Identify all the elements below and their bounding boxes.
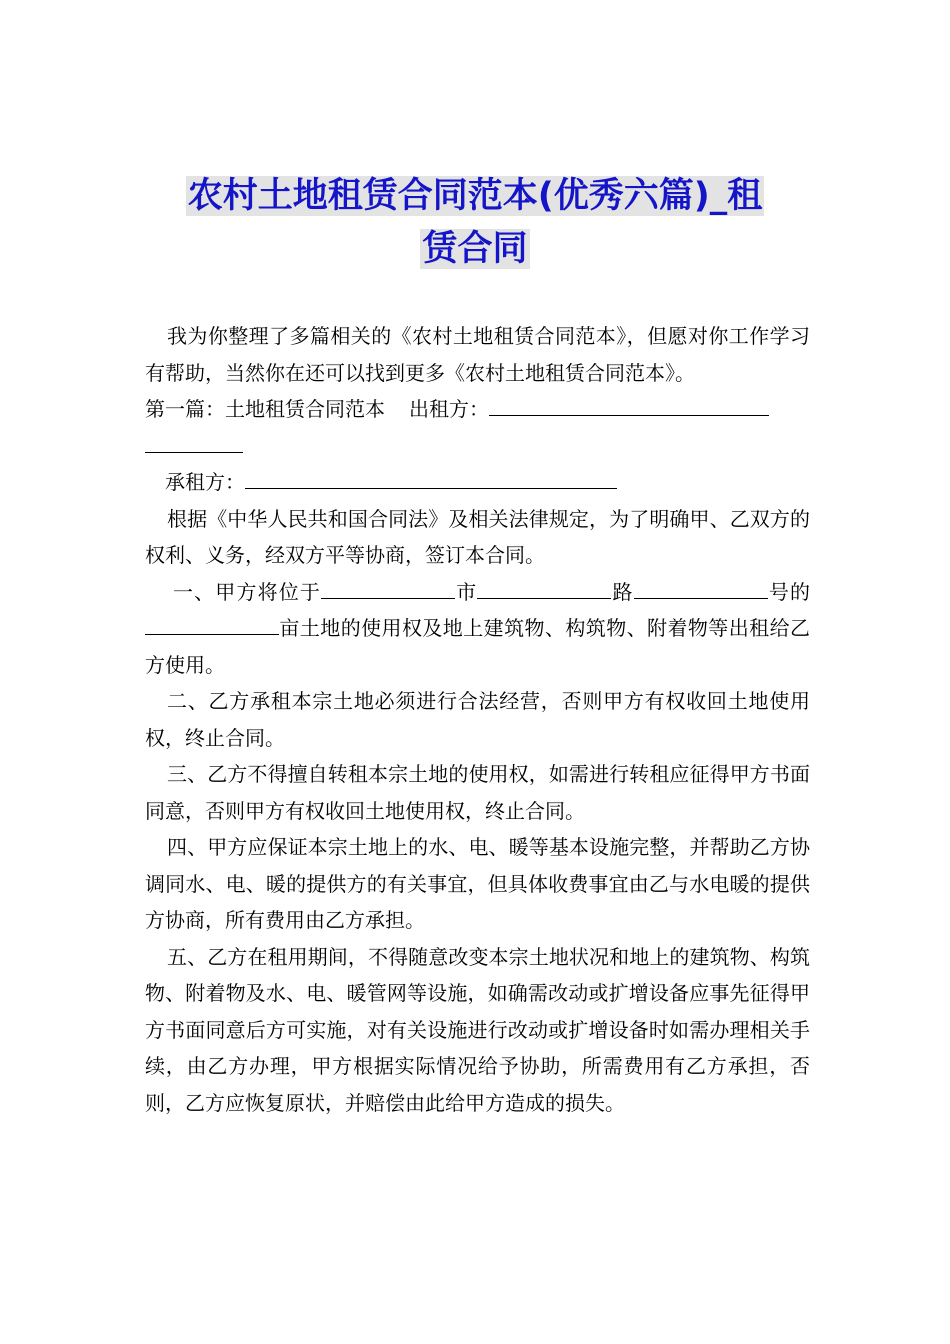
lessor-blank-continued [145,430,243,453]
lessor-label: 出租方： [409,397,489,421]
clause-5-paragraph: 五、乙方在租用期间，不得随意改变本宗土地状况和地上的建筑物、构筑物、附着物及水、电、暖管网等设施，如确需改动或扩增设备应事先征得甲方书面同意后方可实施，对有关设施进行改动或扩增设备时如需办理相关手续，由乙方办理，甲方根据实际情况给予协助，所需费用有乙方承担，否则，乙方应恢复原状，并赔偿由此给甲方造成的损失。 [145,944,810,1115]
lessee-line [145,464,810,501]
clause-1-city: 市 [455,579,478,604]
title-line-1: 农村土地租赁合同范本(优秀六篇)_租 [187,176,763,216]
section-heading-line [145,391,810,428]
document-body [145,318,810,1121]
city-blank [321,576,455,599]
lessee-label: 承租方： [165,470,245,494]
lessor-blank-continued-line [145,428,810,465]
document-title [150,170,800,276]
lessee-blank [245,466,617,489]
clause-3-paragraph: 三、乙方不得擅自转租本宗土地的使用权，如需进行转租应征得甲方书面同意，否则甲方有权收回土地使用权，终止合同。 [145,762,810,823]
section-heading: 第一篇：土地租赁合同范本 [145,397,385,421]
clause-1-paragraph [145,574,810,684]
number-blank [634,576,768,599]
clause-2-paragraph: 二、乙方承租本宗土地必须进行合法经营，否则甲方有权收回土地使用权，终止合同。 [145,689,810,750]
lessor-blank [489,393,769,416]
clause-1-number: 号 [767,579,791,604]
clause-1-part-b: 亩土地的使用权及地上建筑物、构筑物、附着物等出租给乙方使用。 [145,616,810,677]
clause-1-part-a: 一、甲方将位于 [173,579,322,604]
area-blank [145,612,279,635]
clause-1-road: 路 [611,579,634,604]
clause-1-of: 的 [790,579,811,604]
basis-paragraph: 根据《中华人民共和国合同法》及相关法律规定，为了明确甲、乙双方的权利、义务，经双方平等协商，签订本合同。 [145,506,810,567]
road-blank [477,576,611,599]
title-line-2: 赁合同 [422,229,528,269]
intro-paragraph: 我为你整理了多篇相关的《农村土地租赁合同范本》，但愿对你工作学习有帮助，当然你在还可以找到更多《农村土地租赁合同范本》。 [145,324,810,385]
clause-4-paragraph: 四、甲方应保证本宗土地上的水、电、暖等基本设施完整，并帮助乙方协调同水、电、暖的提供方的有关事宜，但具体收费事宜由乙与水电暖的提供方协商，所有费用由乙方承担。 [145,835,810,932]
